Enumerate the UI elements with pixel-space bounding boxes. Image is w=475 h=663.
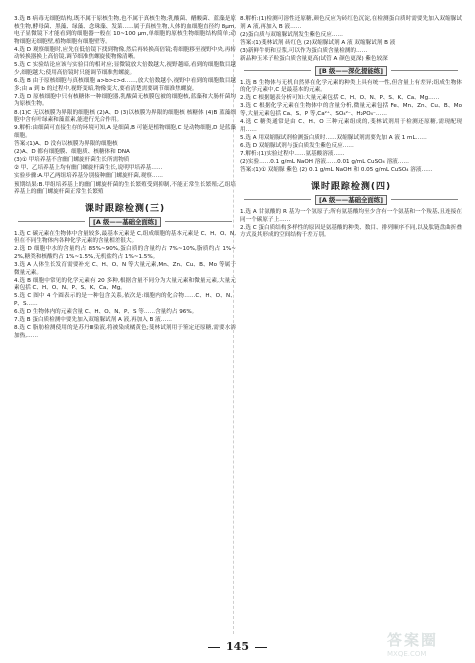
answer-paragraph: 4.选 D 观察细胞时,应先在低倍镜下找到物像,然后再转换高倍镜;将细胞移至视野中央,再转动转换器换上高倍镜,调节细准焦螺旋使物像清晰。 — [14, 46, 236, 61]
watermark-url: MXQE.COM — [387, 650, 427, 658]
answer-paragraph: ② 甲、乙培养基上均有幽门螺旋杆菌生长,说明甲培养基…… — [14, 165, 163, 172]
answer-paragraph: 7.选 B 蛋白质检测中要先加入双缩脲试剂 A 液,再加入 B 液…… — [14, 317, 172, 324]
left-column — [14, 16, 236, 341]
answer-paragraph: 9.解析:由细菌可直接生存的环境可知,A 是细菌,B 可能是植物细胞,C 是动物细胞,D 是蓝藻细胞。 — [14, 125, 236, 139]
answer-paragraph: 7.解析:(1)实验过程中……氨基酸溶液…… — [240, 151, 345, 158]
answer-paragraph: 8.解析:(1)检测可溶性还原糖,颜色反应为砖红色沉淀,在检测蛋白质时需要先加入双缩脲试剂 A 液,再加入 B 液…… — [240, 16, 462, 30]
answer-paragraph: 8.选 C 脂肪检测使用的是苏丹Ⅲ染液,将被染成橘黄色;斐林试剂用于鉴定还原糖,需要水浴加热,…… — [14, 325, 236, 339]
left-answer-list — [14, 16, 236, 197]
answer-paragraph: 实验步骤:A.甲乙两组培养基分别接种幽门螺旋杆菌,观察…… — [14, 173, 164, 180]
answer-paragraph: 1.选 C 碳元素在生物体中含量较多,最基本元素是 C,组成细胞的基本元素是 C、H、O、N,但在不同生物体内各种化学元素的含量相差很大。 — [14, 230, 236, 245]
section-band-3: [A 级——基础全面练] — [14, 217, 236, 227]
answer-paragraph: 5.选 C 图中 4 个圆表示的是一种包含关系,依次是:细胞内的化合物……C、H、O、N、P、S…… — [14, 293, 236, 307]
watermark-text: 答案圈 — [387, 631, 439, 649]
answer-paragraph: 6.选 B 由于原核细胞与真核细胞 a>b>c>d……,放大倍数越小,视野中看到的细胞数目越多;由 a 到 b 的过程中,视野变暗,物像变大,要看清楚需要调节细准焦螺旋。 — [14, 78, 236, 92]
answer-paragraph: (2)A、D 都有细胞膜、细胞质、核糖体和 DNA — [14, 149, 130, 156]
answer-paragraph: 答案:(1)① 双缩脲 紫色 (2) 0.1 g/mL NaOH 和 0.05 g/mL CuSO₄ 溶液…… — [240, 167, 433, 174]
answer-paragraph: 答案:(1)A、D 没有以核膜为界限的细胞核 — [14, 140, 118, 147]
answer-paragraph: 新品种玉米子粒蛋白质含量更高(试管 A 颜色更深) 紫色较深 — [240, 56, 388, 63]
section-title-4: 课时跟踪检测(四) — [310, 181, 392, 192]
page-number: 145 — [0, 640, 475, 653]
answer-paragraph: 5.选 C 实验结论应该与实验目的相对应;显微镜放大倍数越大,视野越暗,看到的细胞数目越少,细胞越大;使用高倍镜时只能调节细准焦螺旋。 — [14, 62, 236, 77]
answer-paragraph: 5.选 A 用双缩脲试剂检测蛋白质时……双缩脲试剂需要先加 A 液 1 mL…… — [240, 134, 427, 141]
answer-paragraph: 1.选 B 生物体与无机自然界在化学元素的种类上具有统一性,但含量上有差异;组成生物体的化学元素中,C 是最基本的元素。 — [240, 79, 462, 94]
section-band-b: [B 级——深化提能练] — [240, 66, 462, 76]
section-4-list — [240, 209, 462, 240]
answer-paragraph: 7.选 D 原核细胞中只有核糖体一种细胞器,乳酸菌无核膜包被的细胞核,蓝藻和大肠杆菌均为原核生物。 — [14, 93, 236, 108]
section-band-4: [A 级——基础全面练] — [240, 195, 462, 205]
answer-paragraph: 4.选 C 糖类通常是由 C、H、O 三种元素组成的,斐林试剂用于检测还原糖,需现配现用…… — [240, 119, 462, 133]
answer-paragraph: 6.选 D 双缩脲试剂与蛋白质发生紫色反应…… — [240, 143, 354, 149]
answer-paragraph: 3.选 C 根据化学元素在生物体中的含量分析,微量元素包括 Fe、Mn、Zn、Cu、B、Mo 等,大量元素包括 Ca、S、P 等,Ca²⁺、SO₄²⁻、H₂PO₄⁻…… — [240, 103, 462, 118]
answer-paragraph: 1.选 A 甘氨酸的 R 基为一个氢原子;所有氨基酸均至少含有一个氨基和一个羧基,且连接在同一个碳原子上…… — [240, 208, 462, 223]
answer-paragraph: (2)实验……0.1 g/mL NaOH 溶液……0.01 g/mL CuSO₄ 溶液…… — [240, 159, 409, 166]
watermark-logo — [387, 629, 467, 659]
answer-paragraph: 6.选 D 生物体内的元素含量 C、H、O、N、P、S 等……含量约占 96%。 — [14, 309, 198, 316]
answer-paragraph: 预期结果:B.甲组培养基上的幽门螺旋杆菌的生长繁殖受到抑制,不能正常生长繁殖;乙组培养基上的幽门螺旋杆菌正常生长繁殖 — [14, 181, 236, 196]
answer-paragraph: (3)① 甲培养基不含幽门螺旋杆菌生长所需物质 — [14, 157, 130, 164]
right-answer-list — [240, 16, 462, 64]
answer-paragraph: 2.选 C 蛋白质结构多样性的原因是氨基酸的种类、数目、排列顺序不同,以及肽链盘曲折叠方式及其形成的空间结构千差万别。 — [240, 224, 462, 239]
answer-paragraph: 答案:(1)斐林试剂 砖红色 (2)双缩脲试剂 A 液 双缩脲试剂 B 液 — [240, 39, 396, 46]
section-3-list — [14, 231, 236, 341]
right-column — [240, 16, 462, 240]
answer-paragraph: 4.选 B 细胞中常见的化学元素有 20 多种,根据含量不同分为大量元素和微量元素,大量元素包括 C、H、O、N、P、S、K、Ca、Mg。 — [14, 277, 236, 292]
answer-paragraph: 2.选 D 细胞中水的含量约占 85%~90%,蛋白质的含量约占 7%~10%,脂质约占 1%~2%,糖类和核酸约占 1%~1.5%,无机盐约占 1%~1.5%。 — [14, 246, 236, 260]
answer-paragraph: (3)新鲜牛奶和豆浆,可以作为蛋白质含量检测的…… — [240, 47, 368, 54]
section-b-list — [240, 80, 462, 175]
answer-paragraph: 8.(1)C 无以核膜为界限的细胞核 (2)A、D (3)以核膜为界限的细胞核 核糖体 (4)B 蓝藻细胞中含有叶绿素和藻蓝素,能进行光合作用。 — [14, 109, 236, 124]
answer-paragraph: 3.选 A 人体生长发育需要补充 C、H、O、N 等大量元素,Mn、Zn、Cu、B、Mo 等属于微量元素。 — [14, 262, 236, 276]
section-title-3: 课时跟踪检测(三) — [84, 203, 166, 214]
answer-paragraph: 3.选 B 病毒无细胞结构,既不属于原核生物,也不属于真核生物;乳酸菌、醋酸菌、蓝藻是原核生物,酵母菌、黑藻、绿藻、念珠藻、发菜……属于真核生物,人体的血细胞直径约 8μm,电子显微镜下才能看到的细胞器一般在 10~100 μm,单细胞的原核生物细胞结构简单;动物细胞无细胞壁,植物细胞有细胞壁等。 — [14, 16, 236, 45]
answer-paragraph: (2)蛋白质与双缩脲试剂发生紫色反应…… — [240, 31, 344, 38]
answer-paragraph: 2.选 C 根据题表分析可知:大量元素包括 C、H、O、N、P、S、K、Ca、Mg…… — [240, 95, 440, 102]
